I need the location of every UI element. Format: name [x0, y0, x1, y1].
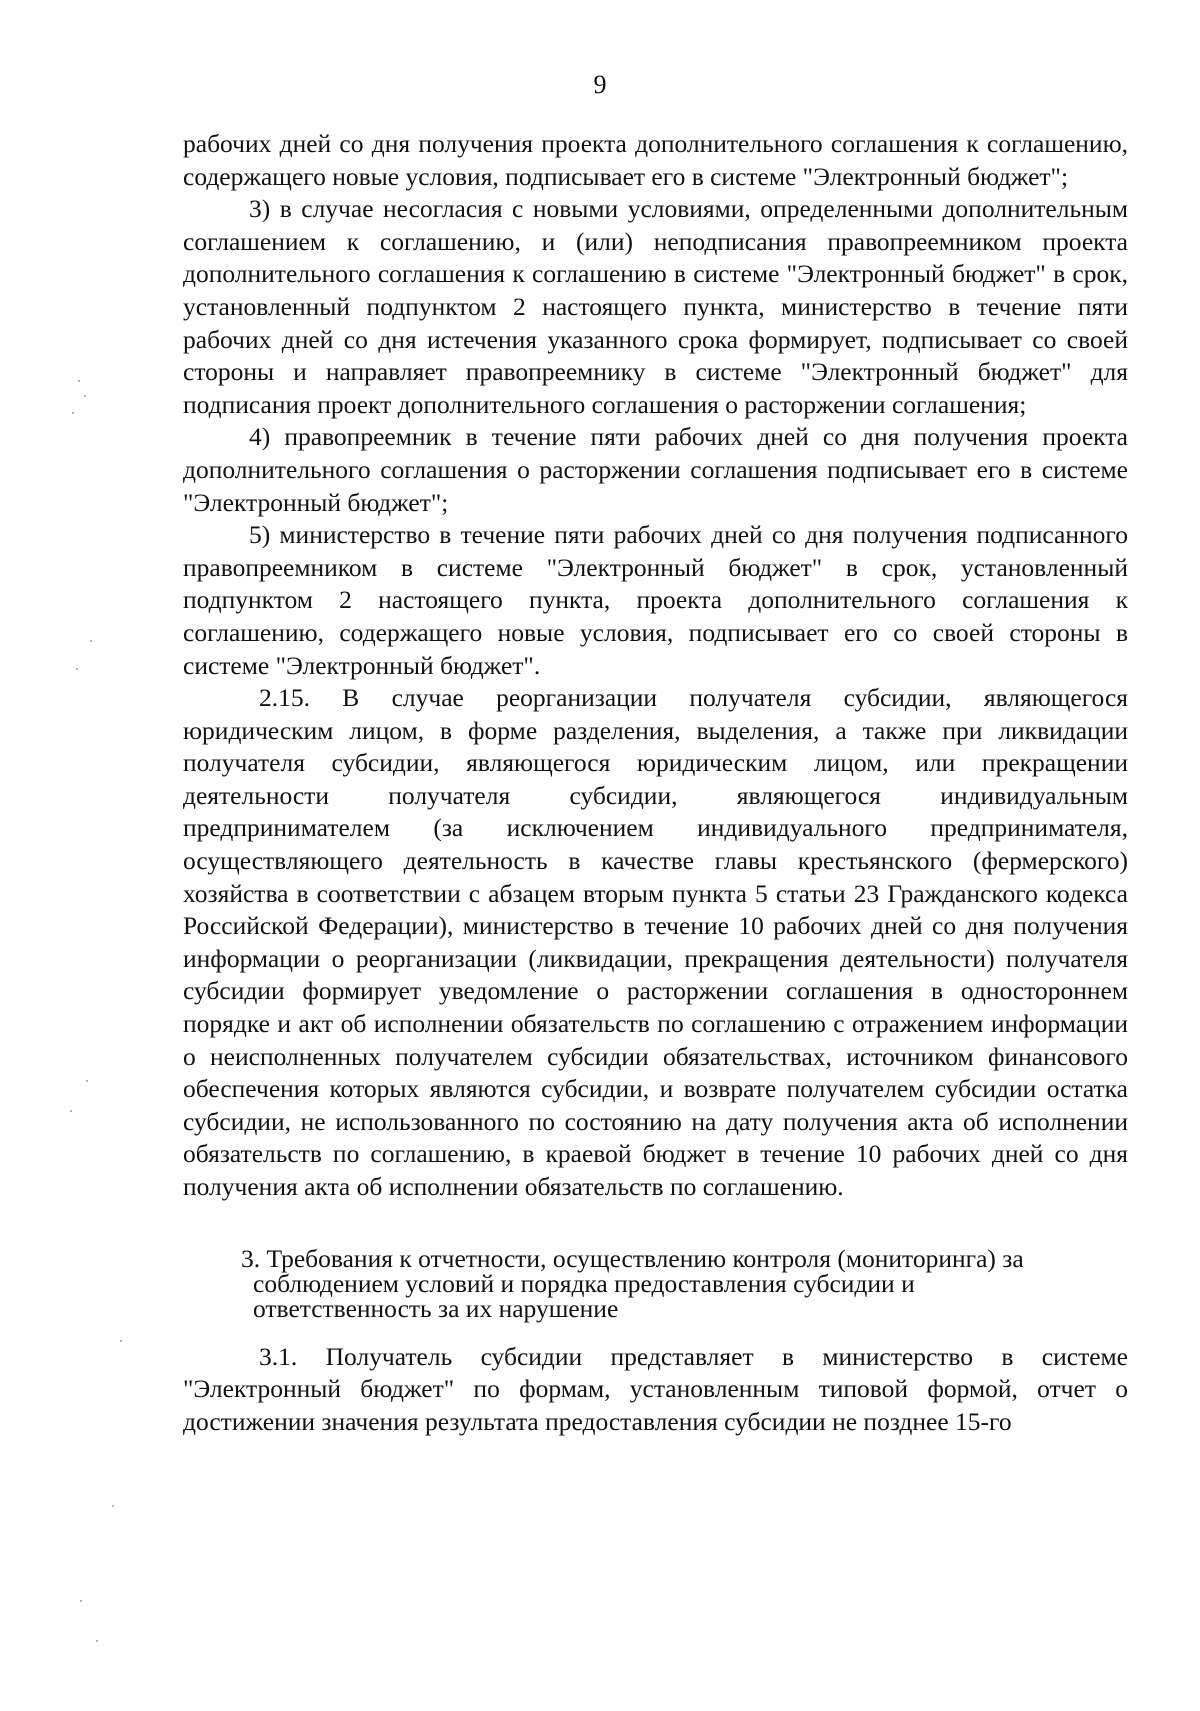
paragraph-item-3: 3) в случае несогласия с новыми условиями, определенными дополнительным соглашением к соглашению, и (или) неподписания правопреемником проекта дополнительного соглашения к соглашению в системе "Электронный бюджет" в срок, установленный подпунктом 2 настоящего пункта, министерство в течение пяти рабочих дней со дня истечения указанного срока формирует, подписывает со своей стороны и направляет правопреемнику в системе "Электронный бюджет" для подписания проект дополнительного соглашения о расторжении соглашения; [183, 194, 1128, 419]
scan-speck [78, 380, 80, 382]
scan-speck [120, 1340, 122, 1342]
scan-speck [90, 640, 92, 642]
paragraph-continuation: рабочих дней со дня получения проекта дополнительного соглашения к соглашению, содержащего новые условия, подписывает его в системе "Электронный бюджет"; [183, 129, 1128, 191]
section-heading-line-1: 3. Требования к отчетности, осуществлению контроля (мониторинга) за [241, 1243, 1024, 1273]
scan-speck [76, 668, 78, 670]
section-heading-line-3: ответственность за их нарушение [253, 1293, 619, 1323]
page-number: 9 [593, 70, 607, 99]
scan-speck [84, 395, 86, 397]
paragraph-3-1: 3.1. Получатель субсидии представляет в министерство в системе "Электронный бюджет" по формам, установленным типовой формой, отчет о достижении значения результата предоставления субсидии не позднее 15-го [183, 1341, 1128, 1436]
scan-speck [72, 412, 74, 414]
document-body [183, 128, 1128, 1438]
scan-speck [96, 1640, 98, 1642]
paragraph-item-4: 4) правопреемник в течение пяти рабочих дней со дня получения проекта дополнительного соглашения о расторжении соглашения подписывает его в системе "Электронный бюджет"; [183, 422, 1128, 517]
scan-speck [112, 1505, 114, 1507]
scan-speck [80, 1600, 82, 1602]
paragraph-item-5: 5) министерство в течение пяти рабочих дней со дня получения подписанного правопреемником в системе "Электронный бюджет" в срок, установленный подпунктом 2 настоящего пункта, проекта дополнительного соглашения к соглашению, содержащего новые условия, подписывает его со своей стороны в системе "Электронный бюджет". [183, 520, 1128, 680]
section-heading [183, 1243, 1128, 1323]
scan-speck [86, 1080, 88, 1082]
scan-speck [70, 1110, 72, 1112]
paragraph-2-15: 2.15. В случае реорганизации получателя субсидии, являющегося юридическим лицом, в форме разделения, выделения, а также при ликвидации получателя субсидии, являющегося юридическим лицом, или прекращении деятельности получателя субсидии, являющегося индивидуальным предпринимателем (за исключением индивидуального предпринимателя, осуществляющего деятельность в качестве главы крестьянского (фермерского) хозяйства в соответствии с абзацем вторым пункта 5 статьи 23 Гражданского кодекса Российской Федерации), министерство в течение 10 рабочих дней со дня получения информации о реорганизации (ликвидации, прекращения деятельности) получателя субсидии формирует уведомление о расторжении соглашения в одностороннем порядке и акт об исполнении обязательств по соглашению с отражением информации о неисполненных получателем субсидии обязательствах, источником финансового обеспечения которых являются субсидии, и возврате получателем субсидии остатка субсидии, не использованного по состоянию на дату получения акта об исполнении обязательств по соглашению, в краевой бюджет в течение 10 рабочих дней со дня получения акта об исполнении обязательств по соглашению. [183, 683, 1128, 1201]
section-heading-line-2: соблюдением условий и порядка предоставления субсидии и [253, 1268, 915, 1298]
